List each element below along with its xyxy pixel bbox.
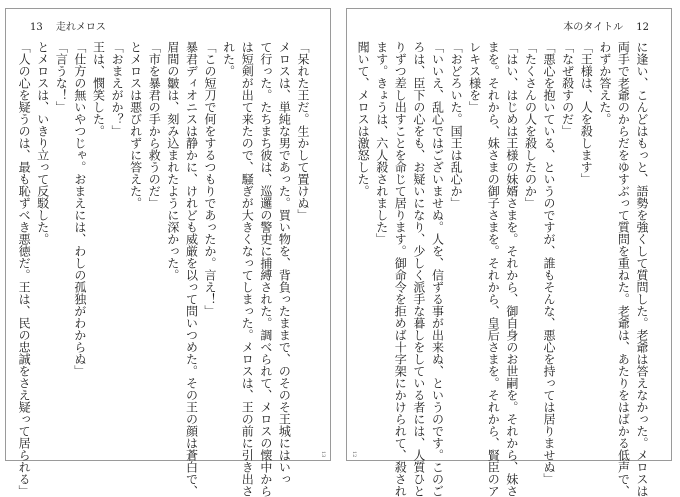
text-line: とメロスは悪びれずに答えた。	[128, 41, 143, 209]
running-title: 走れメロス	[55, 22, 106, 33]
page-header	[30, 18, 106, 33]
text-line: 眉間の皺は、刻み込まれたように深かった。	[165, 41, 180, 281]
text-line: とメロスは、いきり立って反駁した。	[35, 41, 50, 245]
text-line: 「言うな！」	[54, 41, 69, 113]
text-line: レキス様を」	[467, 41, 482, 113]
page-body-text	[17, 41, 312, 497]
text-line: れた。	[221, 41, 236, 77]
text-line: メロスは、単純な男であった。買い物を、背負ったままで、のそのそ王城にはいっ	[277, 41, 292, 485]
text-line: 「市を暴君の手から救うのだ」	[147, 41, 162, 209]
text-line: 「おまえがか？」	[110, 41, 125, 137]
text-line: て行った。たちまち彼は、巡邏の警吏に捕縛された。調べられて、メロスの懐中から	[258, 41, 273, 497]
text-line: に逢い、こんどはもっと、語勢を強くして質問した。老爺は答えなかった。メロスは	[635, 41, 649, 497]
text-line: ろは、臣下の心をも、お疑いになり、少しく派手な暮しをしている者には、人質ひと	[411, 41, 426, 497]
text-line: ます。きょうは、六人殺されました」	[374, 41, 389, 245]
page-body-text	[356, 41, 651, 497]
page-number: 12	[636, 22, 649, 33]
text-line: 王は、憫笑した。	[91, 41, 106, 137]
text-line: りずつ差し出すことを命じて居ります。御命令を拒めば十字架にかけられて、殺され	[393, 41, 408, 497]
text-line: 「この短刀で何をするつもりであったか。言え！」	[203, 41, 218, 317]
page-header	[563, 18, 649, 33]
text-line: わずか答えた。	[597, 41, 612, 125]
page-footer: 13	[320, 450, 326, 457]
text-line: 暴君ディオニスは静かに、けれども威厳を以って問いつめた。その王の顔は蒼白で、	[184, 41, 199, 497]
text-line: 「王様は、人を殺します」	[579, 41, 594, 185]
left-page	[5, 8, 331, 497]
text-line: 「人の心を疑うのは、最も恥ずべき悪徳だ。王は、民の忠誠をさえ疑って居られる」	[17, 41, 32, 497]
text-line: 「はい、はじめは王様の妹婿さまを。それから、御自身のお世嗣を。それから、妹さ	[504, 41, 519, 497]
text-line: は短剣が出て来たので、騒ぎが大きくなってしまった。メロスは、王の前に引き出さ	[240, 41, 255, 497]
book-gutter	[331, 0, 346, 467]
page-number: 13	[30, 22, 43, 33]
text-line: 「なぜ殺すのだ」	[560, 41, 575, 137]
text-line: 「仕方の無いやつじゃ。おまえには、わしの孤独がわからぬ」	[72, 41, 87, 377]
page-footer: 12	[351, 450, 357, 457]
text-line: 「おどろいた。国王は乱心か」	[449, 41, 464, 209]
text-line: まを。それから、妹さまの御子さまを。それから、皇后さまを。それから、賢臣のア	[486, 41, 501, 497]
text-line: 聞いて、メロスは激怒した。	[356, 41, 371, 197]
text-line: 「悪心を抱いている、というのですが、誰もそんな、悪心を持っては居りませぬ」	[542, 41, 557, 485]
text-line: 「呆れた王だ。生かして置けぬ」	[296, 41, 310, 221]
text-line: 「たくさんの人を殺したのか」	[523, 41, 538, 209]
text-line: 「いいえ、乱心ではございませぬ。人を、信ずる事が出来ぬ、というのです。このご	[430, 41, 445, 497]
text-line: 両手で老爺のからだをゆすぶって質問を重ねた。老爺は、あたりをはばかる低声で、	[616, 41, 631, 497]
running-title: 本のタイトル	[563, 22, 624, 33]
right-page	[346, 8, 672, 497]
